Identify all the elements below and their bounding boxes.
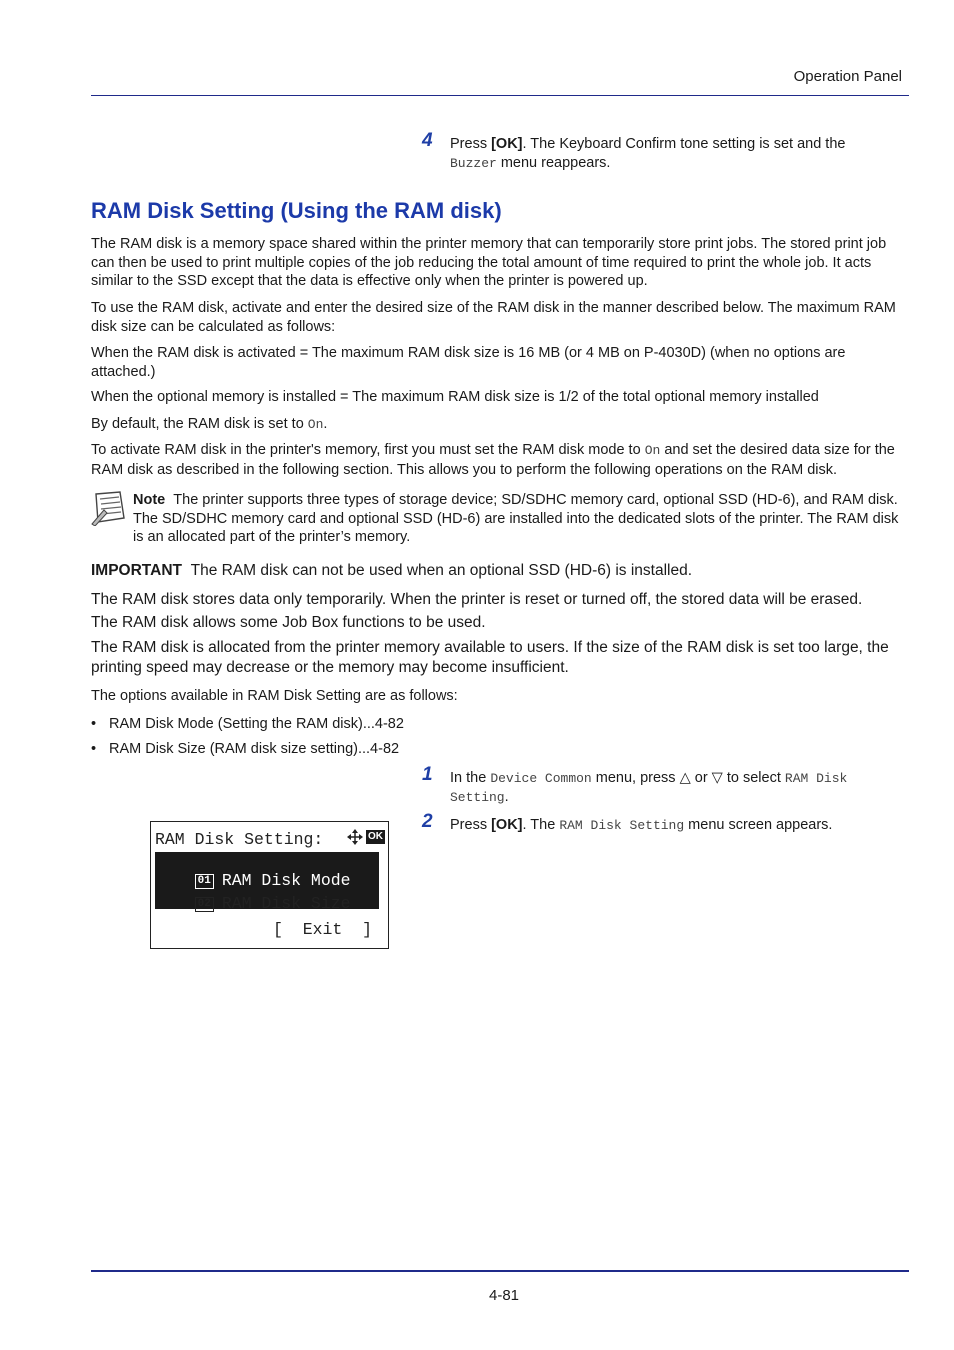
step-text: menu reappears. <box>496 155 611 171</box>
paragraph-temporary: The RAM disk stores data only temporarily. When the printer is reset or turned off, the stored data will be erased. <box>91 591 863 608</box>
list-item-text: RAM Disk Size (RAM disk size setting)...4-82 <box>109 741 400 757</box>
options-intro: The options available in RAM Disk Setting are as follows: <box>91 688 458 704</box>
menu-code: RAM Disk Setting <box>559 818 685 833</box>
list-item-text: RAM Disk Mode (Setting the RAM disk)...4-82 <box>109 716 404 732</box>
list-item: • RAM Disk Size (RAM disk size setting)...4-82 <box>91 741 400 757</box>
lcd-item-label: RAM Disk Size <box>221 894 351 913</box>
lcd-screen <box>150 821 389 949</box>
paragraph-max-size: When the RAM disk is activated = The maximum RAM disk size is 16 MB (or 4 MB on P-4030D) (when no options are attached.) <box>91 345 846 380</box>
section-title: RAM Disk Setting (Using the RAM disk) <box>91 198 502 223</box>
paragraph-intro: The RAM disk is a memory space shared within the printer memory that can temporarily store print jobs. The stored print job can then be used to print multiple copies of the job reducing the total amount of time required to print the whole job. It acts similar to the SSD except that the data is effective only when the printer is powered up. <box>91 236 887 289</box>
important-text: The RAM disk can not be used when an optional SSD (HD-6) is installed. <box>190 562 693 579</box>
step-2 <box>422 811 910 835</box>
paragraph-optional-memory: When the optional memory is installed = The maximum RAM disk size is 1/2 of the total optional memory installed <box>91 389 819 405</box>
four-way-arrow-icon <box>346 828 364 846</box>
step-1 <box>422 764 910 807</box>
ok-key-label: [OK] <box>491 817 523 833</box>
ok-key-label: [OK] <box>491 136 523 152</box>
paragraph-usage: To use the RAM disk, activate and enter the desired size of the RAM disk in the manner described below. The maximum RAM disk size can be calculated as follows: <box>91 300 896 335</box>
text: . <box>323 416 328 432</box>
menu-code: RAM Disk <box>784 771 848 786</box>
important-block <box>91 561 909 581</box>
note-text: The printer supports three types of storage device; SD/SDHC memory card, optional SSD (HD-6), and RAM disk. The SD/SDHC memory card and optional SSD (HD-6) are installed into the dedicated slots of the printer. The RAM disk is an allocated part of the printer’s memory. <box>133 492 899 545</box>
note-block <box>133 491 909 547</box>
step-text: menu screen appears. <box>684 817 833 833</box>
header-section-title: Operation Panel <box>793 68 902 85</box>
step-4 <box>422 130 910 173</box>
text: and set the desired data size for the RAM disk as described in the following section. This allows you to perform the following operations on the RAM disk. <box>91 442 895 478</box>
step-number: 1 <box>422 764 433 785</box>
paragraph-activate <box>91 441 909 479</box>
menu-code: On <box>307 417 324 432</box>
lcd-item-index: 02 <box>195 897 214 912</box>
paragraph-allocation: The RAM disk is allocated from the printer memory available to users. If the size of the RAM disk is set too large, the printing speed may decrease or the memory may become insufficient. <box>91 639 889 676</box>
paragraph-default <box>91 415 909 435</box>
step-text: Press <box>450 817 492 833</box>
step-text: . <box>504 789 509 805</box>
step-text: In the <box>450 770 491 786</box>
text: By default, the RAM disk is set to <box>91 416 308 432</box>
footer-rule <box>91 1270 909 1272</box>
menu-code: Setting <box>450 790 505 805</box>
lcd-exit-softkey[interactable]: [ Exit ] <box>273 920 373 939</box>
lcd-item-index: 01 <box>195 874 214 889</box>
menu-code: On <box>644 443 661 458</box>
lcd-title: RAM Disk Setting: <box>155 830 324 849</box>
text: To activate RAM disk in the printer's memory, first you must set the RAM disk mode to <box>91 442 645 458</box>
list-item: • RAM Disk Mode (Setting the RAM disk)...4-82 <box>91 716 404 732</box>
step-text: Press <box>450 136 492 152</box>
header-rule <box>91 95 909 96</box>
important-label: IMPORTANT <box>91 562 182 579</box>
step-text: menu, press △ or ▽ to select <box>591 770 785 786</box>
lcd-item-label: RAM Disk Mode <box>221 871 351 890</box>
step-number: 2 <box>422 811 433 832</box>
page-number: 4-81 <box>488 1287 520 1304</box>
menu-code: Device Common <box>490 771 592 786</box>
step-number: 4 <box>422 130 433 151</box>
menu-code: Buzzer <box>450 156 497 171</box>
note-label: Note <box>133 492 166 508</box>
note-icon <box>90 490 128 526</box>
paragraph-job-box: The RAM disk allows some Job Box functions to be used. <box>91 614 486 631</box>
ok-icon: OK <box>368 831 383 842</box>
step-text: . The Keyboard Confirm tone setting is set and the <box>522 136 846 152</box>
step-text: . The <box>522 817 560 833</box>
